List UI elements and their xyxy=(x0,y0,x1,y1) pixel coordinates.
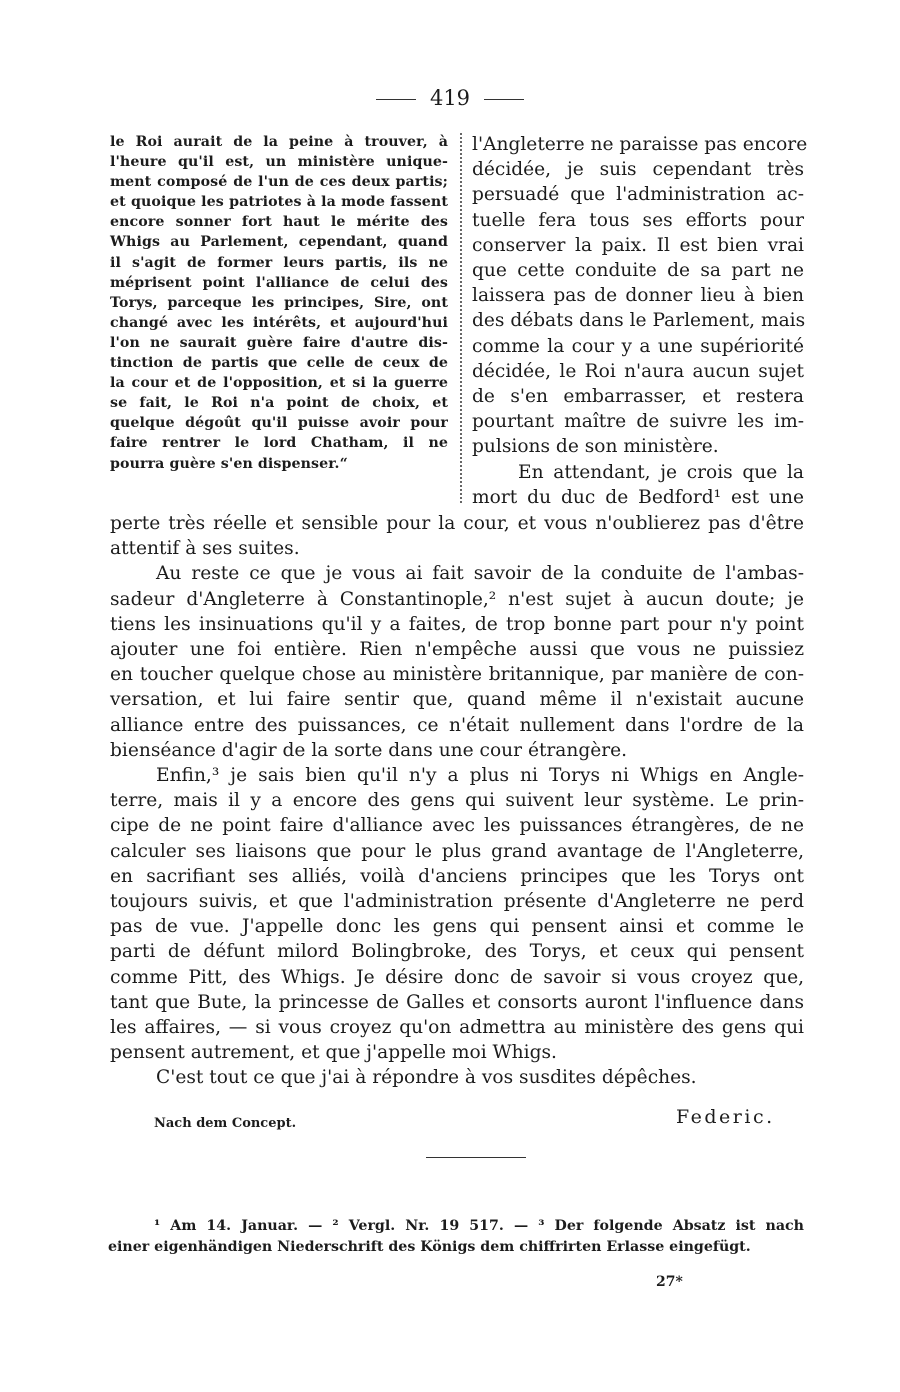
right-column-line: conserver la paix. Il est bien vrai xyxy=(472,234,804,256)
left-column-line: changé avec les intérêts, et aujourd'hui xyxy=(110,314,448,331)
body-line: en toucher quelque chose au ministère britannique, par manière de con- xyxy=(110,664,804,686)
body-line: Enfin,³ je sais bien qu'il n'y a plus ni Torys ni Whigs en Angle- xyxy=(156,765,804,787)
body-line: en sacrifiant ses alliés, voilà d'anciens principes que les Torys ont xyxy=(110,865,804,887)
body-line: tant que Bute, la princesse de Galles et consorts auront l'influence dans xyxy=(110,991,804,1013)
body-line: alliance entre des puissances, ce n'était nullement dans l'ordre de la xyxy=(110,714,804,736)
right-column-line: de s'en embarrasser, et restera xyxy=(472,386,804,408)
body-line: parti de défunt milord Bolingbroke, des Torys, et ceux qui pensent xyxy=(110,941,804,963)
left-column-line: l'heure qu'il est, un ministère unique- xyxy=(110,154,448,171)
left-column-line: Torys, parceque les principes, Sire, ont xyxy=(110,294,448,311)
body-line: ajouter une foi entière. Rien n'empêche aussi que vous ne puissiez xyxy=(110,639,804,661)
body-line: pensent autrement, et que j'appelle moi Whigs. xyxy=(110,1042,557,1064)
left-column-line: il s'agit de former leurs partis, ils ne xyxy=(110,254,448,271)
body-line: calculer ses liaisons que pour le plus grand avantage de l'Angleterre, xyxy=(110,840,804,862)
body-line: versation, et lui faire sentir que, quand même il n'existait aucune xyxy=(110,689,804,711)
separator-rule xyxy=(426,1157,526,1158)
right-column-line: persuadé que l'administration ac- xyxy=(472,184,804,206)
body-line: C'est tout ce que j'ai à répondre à vos susdites dépêches. xyxy=(156,1067,697,1089)
body-line: Au reste ce que je vous ai fait savoir de la conduite de l'ambas- xyxy=(156,563,804,585)
footnote-line: ¹ Am 14. Januar. — ² Vergl. Nr. 19 517. — ³ Der folgende Absatz ist nach xyxy=(154,1218,804,1234)
header-dash-right xyxy=(484,99,524,100)
body-line: cipe de ne point faire d'alliance avec les puissances étrangères, de ne xyxy=(110,815,804,837)
left-column-line: l'on ne saurait guère faire d'autre dis- xyxy=(110,334,448,351)
signature: Federic. xyxy=(676,1106,775,1128)
right-column-line: décidée, le Roi n'aura aucun sujet xyxy=(472,360,804,382)
header-dash-left xyxy=(376,99,416,100)
left-column-line: tinction de partis que celle de ceux de xyxy=(110,355,448,372)
footnotes xyxy=(108,1216,804,1258)
left-column-line: ment composé de l'un de ces deux partis; xyxy=(110,174,448,191)
left-column-line: faire rentrer le lord Chatham, il ne xyxy=(110,435,448,452)
body-line: comme Pitt, des Whigs. Je désire donc de savoir si vous croyez que, xyxy=(110,966,804,988)
body-line: attentif à ses suites. xyxy=(110,538,300,560)
left-column-line: la cour et de l'opposition, et si la guerre xyxy=(110,375,448,392)
left-column-line: pourra guère s'en dispenser.“ xyxy=(110,455,348,472)
body-line: pas de vue. J'appelle donc les gens qui pensent ainsi et comme le xyxy=(110,916,804,938)
right-column-line: décidée, je suis cependant très xyxy=(472,159,804,181)
right-column-line: En attendant, je crois que la xyxy=(518,461,804,483)
right-column-line: comme la cour y a une supériorité xyxy=(472,335,804,357)
body-line: terre, mais il y a encore des gens qui suivent leur système. Le prin- xyxy=(110,790,804,812)
left-column-line: Whigs au Parlement, cependant, quand xyxy=(110,234,448,251)
source-note: Nach dem Concept. xyxy=(154,1116,297,1131)
right-column-line: que cette conduite de sa part ne xyxy=(472,260,804,282)
left-column-line: encore sonner fort haut le mérite des xyxy=(110,214,448,231)
body-line: sadeur d'Angleterre à Constantinople,² n'est sujet à aucun doute; je xyxy=(110,588,804,610)
right-column-line: tuelle fera tous ses efforts pour xyxy=(472,209,804,231)
left-column-line: le Roi aurait de la peine à trouver, à xyxy=(110,134,448,150)
body-line: les affaires, — si vous croyez qu'on admettra au ministère des gens qui xyxy=(110,1017,804,1039)
right-column-text xyxy=(472,132,808,510)
main-body-text xyxy=(110,511,804,1091)
footnote-line: einer eigenhändigen Niederschrift des Königs dem chiffrirten Erlasse eingefügt. xyxy=(108,1239,751,1255)
left-column-line: quelque dégoût qu'il puisse avoir pour xyxy=(110,415,448,432)
right-column-line: pourtant maître de suivre les im- xyxy=(472,411,804,433)
right-column-line: des débats dans le Parlement, mais xyxy=(472,310,806,332)
right-column-line: pulsions de son ministère. xyxy=(472,436,719,458)
right-column-line: mort du duc de Bedford¹ est une xyxy=(472,486,804,508)
page-header xyxy=(0,86,900,110)
left-column-line: se fait, le Roi n'a point de choix, et xyxy=(110,395,448,412)
left-column-line: méprisent point l'alliance de celui des xyxy=(110,274,448,291)
body-line: bienséance d'agir de la sorte dans une cour étrangère. xyxy=(110,739,628,761)
printer-signature-mark: 27* xyxy=(656,1274,683,1290)
left-column-quote xyxy=(110,132,448,474)
right-column-line: l'Angleterre ne paraisse pas encore xyxy=(472,134,808,155)
body-line: perte très réelle et sensible pour la cour, et vous n'oublierez pas d'être xyxy=(110,513,804,534)
left-column-line: et quoique les patriotes à la mode fassent xyxy=(110,194,448,211)
right-column-line: laissera pas de donner lieu à bien xyxy=(472,285,804,307)
body-line: tiens les insinuations qu'il y a faites, de trop bonne part pour n'y point xyxy=(110,613,804,635)
body-line: toujours suivis, et que l'administration présente d'Angleterre ne perd xyxy=(110,891,804,913)
column-divider xyxy=(460,133,462,503)
page-number: 419 xyxy=(429,86,471,110)
